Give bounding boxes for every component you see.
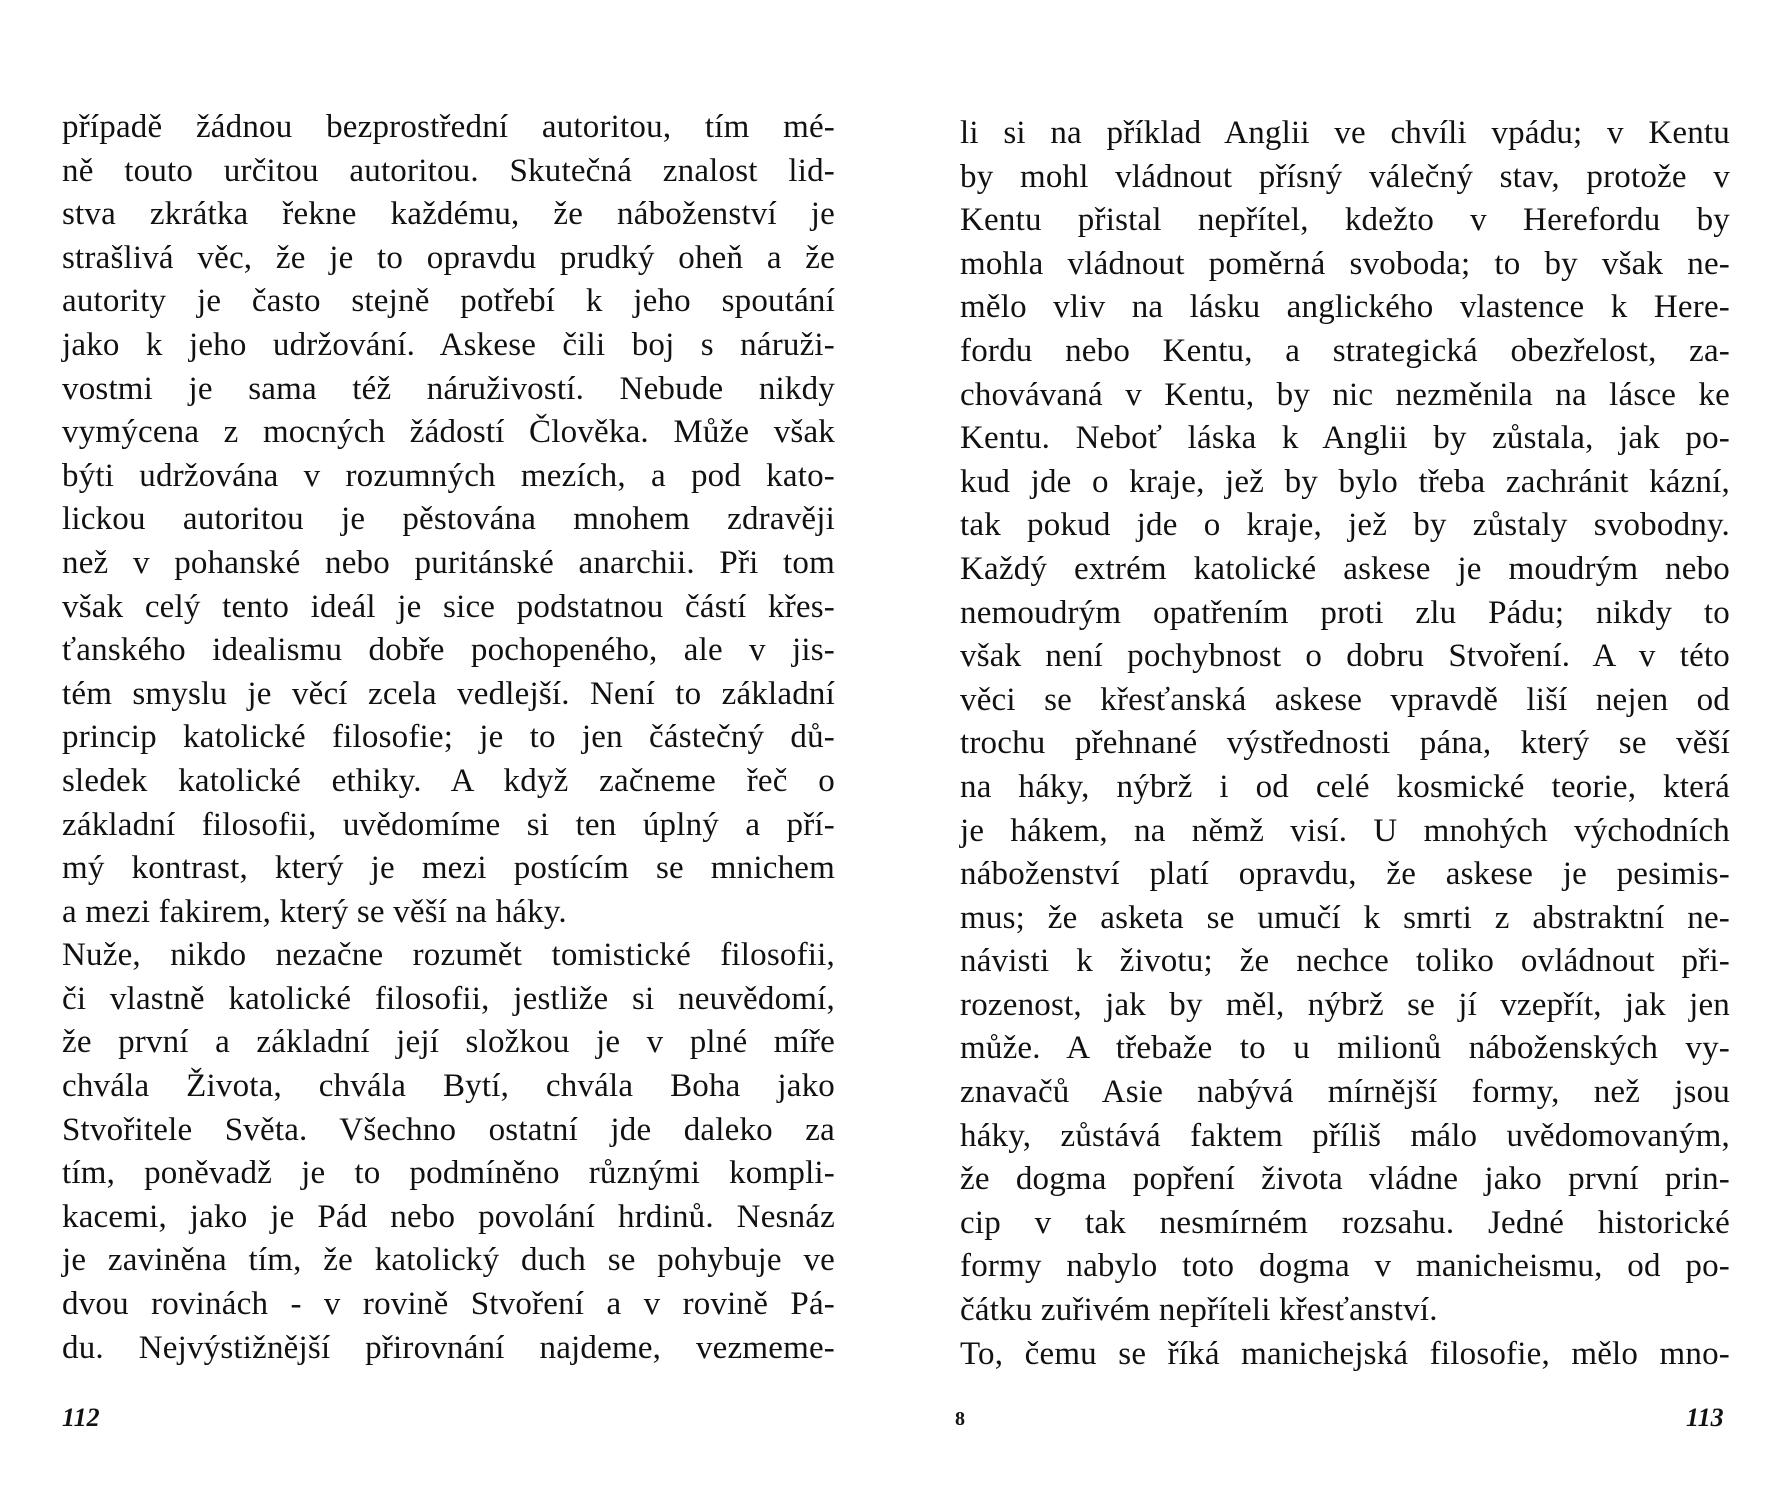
- text-line: strašlivá věc, že je to opravdu prudký oheň a že: [62, 239, 835, 276]
- text-line: náboženství platí opravdu, že askese je pesimis-: [960, 856, 1730, 893]
- text-line: vostmi je sama též náruživostí. Nebude nikdy: [62, 370, 835, 407]
- text-line: jako k jeho udržování. Askese čili boj s náruži-: [62, 326, 835, 363]
- text-line: nemoudrým opatřením proti zlu Pádu; nikdy to: [960, 594, 1730, 631]
- text-line: čátku zuřivém nepříteli křesťanství.: [960, 1292, 1438, 1329]
- text-line: může. A třebaže to u milionů náboženských vy-: [960, 1030, 1730, 1067]
- text-line: lickou autoritou je pěstována mnohem zdravěji: [62, 501, 835, 538]
- text-line: rozenost, jak by měl, nýbrž se jí vzepřít, jak jen: [960, 986, 1730, 1023]
- text-line: vymýcena z mocných žádostí Člověka. Může však: [62, 414, 835, 451]
- text-line: či vlastně katolické filosofii, jestliže si neuvědomí,: [62, 980, 835, 1017]
- text-line: je hákem, na němž visí. U mnohých východních: [960, 812, 1730, 849]
- text-line: znavačů Asie nabývá mírnější formy, než jsou: [960, 1074, 1730, 1111]
- text-line: tak pokud jde o kraje, jež by zůstaly svobodny.: [960, 507, 1730, 544]
- text-line: autority je často stejně potřebí k jeho spoutání: [62, 283, 835, 320]
- text-line: fordu nebo Kentu, a strategická obezřelost, za-: [960, 332, 1730, 369]
- page-number-left: 112: [62, 1403, 100, 1432]
- left-page-body: [62, 106, 835, 1370]
- text-line: Každý extrém katolické askese je moudrým nebo: [960, 550, 1730, 587]
- text-line: Kentu. Neboť láska k Anglii by zůstala, jak po-: [960, 420, 1730, 457]
- text-line: případě žádnou bezprostřední autoritou, tím mé-: [62, 109, 835, 145]
- text-line: na háky, nýbrž i od celé kosmické teorie, která: [960, 768, 1730, 805]
- text-line: chvála Života, chvála Bytí, chvála Boha jako: [62, 1068, 835, 1105]
- text-line: mohla vládnout poměrná svoboda; to by však ne-: [960, 245, 1730, 282]
- text-line: však celý tento ideál je sice podstatnou částí křes-: [62, 588, 835, 625]
- signature-mark: 8: [955, 1408, 965, 1430]
- text-line: návisti k životu; že nechce toliko ovládnout při-: [960, 943, 1730, 980]
- text-line: li si na příklad Anglii ve chvíli vpádu; v Kentu: [960, 115, 1730, 151]
- text-line: trochu přehnané výstřednosti pána, který se věší: [960, 725, 1730, 762]
- text-line: věci se křesťanská askese vpravdě liší nejen od: [960, 681, 1730, 718]
- text-line: formy nabylo toto dogma v manicheismu, od po-: [960, 1248, 1730, 1285]
- text-line: tém smyslu je věcí zcela vedlejší. Není to základní: [62, 675, 835, 712]
- text-line: že dogma popření života vládne jako první prin-: [960, 1161, 1730, 1198]
- text-line: Kentu přistal nepřítel, kdežto v Herefordu by: [960, 202, 1730, 239]
- text-line: základní filosofii, uvědomíme si ten úplný a pří-: [62, 806, 835, 843]
- text-line: cip v tak nesmírném rozsahu. Jedné historické: [960, 1204, 1730, 1241]
- text-line: a mezi fakirem, který se věší na háky.: [62, 893, 567, 930]
- text-line: Nuže, nikdo nezačne rozumět tomistické filosofii,: [62, 937, 835, 974]
- text-line: chovávaná v Kentu, by nic nezměnila na lásce ke: [960, 376, 1730, 413]
- text-line: mý kontrast, který je mezi postícím se mnichem: [62, 850, 835, 887]
- text-line: mus; že asketa se umučí k smrti z abstraktní ne-: [960, 899, 1730, 936]
- text-line: že první a základní její složkou je v plné míře: [62, 1024, 835, 1061]
- text-line: ťanského idealismu dobře pochopeného, ale v jis-: [62, 632, 835, 669]
- page-number-right: 113: [1686, 1403, 1724, 1432]
- text-line: sledek katolické ethiky. A když začneme řeč o: [62, 762, 835, 799]
- text-line: kacemi, jako je Pád nebo povolání hrdinů. Nesnáz: [62, 1198, 835, 1235]
- text-line: princip katolické filosofie; je to jen částečný dů-: [62, 719, 835, 756]
- text-line: ně touto určitou autoritou. Skutečná znalost lid-: [62, 152, 835, 189]
- text-line: háky, zůstává faktem příliš málo uvědomovaným,: [960, 1117, 1730, 1154]
- text-line: dvou rovinách - v rovině Stvoření a v rovině Pá-: [62, 1286, 835, 1323]
- text-line: tím, poněvadž je to podmíněno různými kompli-: [62, 1155, 835, 1192]
- text-line: du. Nejvýstižnější přirovnání najdeme, vezmeme-: [62, 1329, 835, 1366]
- right-page: [893, 0, 1786, 1500]
- text-line: Stvořitele Světa. Všechno ostatní jde daleko za: [62, 1111, 835, 1148]
- text-line: je zaviněna tím, že katolický duch se pohybuje ve: [62, 1242, 835, 1279]
- text-line: by mohl vládnout přísný válečný stav, protože v: [960, 158, 1730, 195]
- text-line: To, čemu se říká manichejská filosofie, mělo mno-: [960, 1335, 1730, 1372]
- text-line: než v pohanské nebo puritánské anarchii. Při tom: [62, 544, 835, 581]
- text-line: býti udržována v rozumných mezích, a pod kato-: [62, 457, 835, 494]
- text-line: mělo vliv na lásku anglického vlastence k Here-: [960, 289, 1730, 326]
- text-line: kud jde o kraje, jež by bylo třeba zachránit kázní,: [960, 463, 1730, 500]
- right-page-body: [960, 112, 1730, 1376]
- text-line: stva zkrátka řekne každému, že náboženství je: [62, 196, 835, 233]
- text-line: však není pochybnost o dobru Stvoření. A v této: [960, 638, 1730, 675]
